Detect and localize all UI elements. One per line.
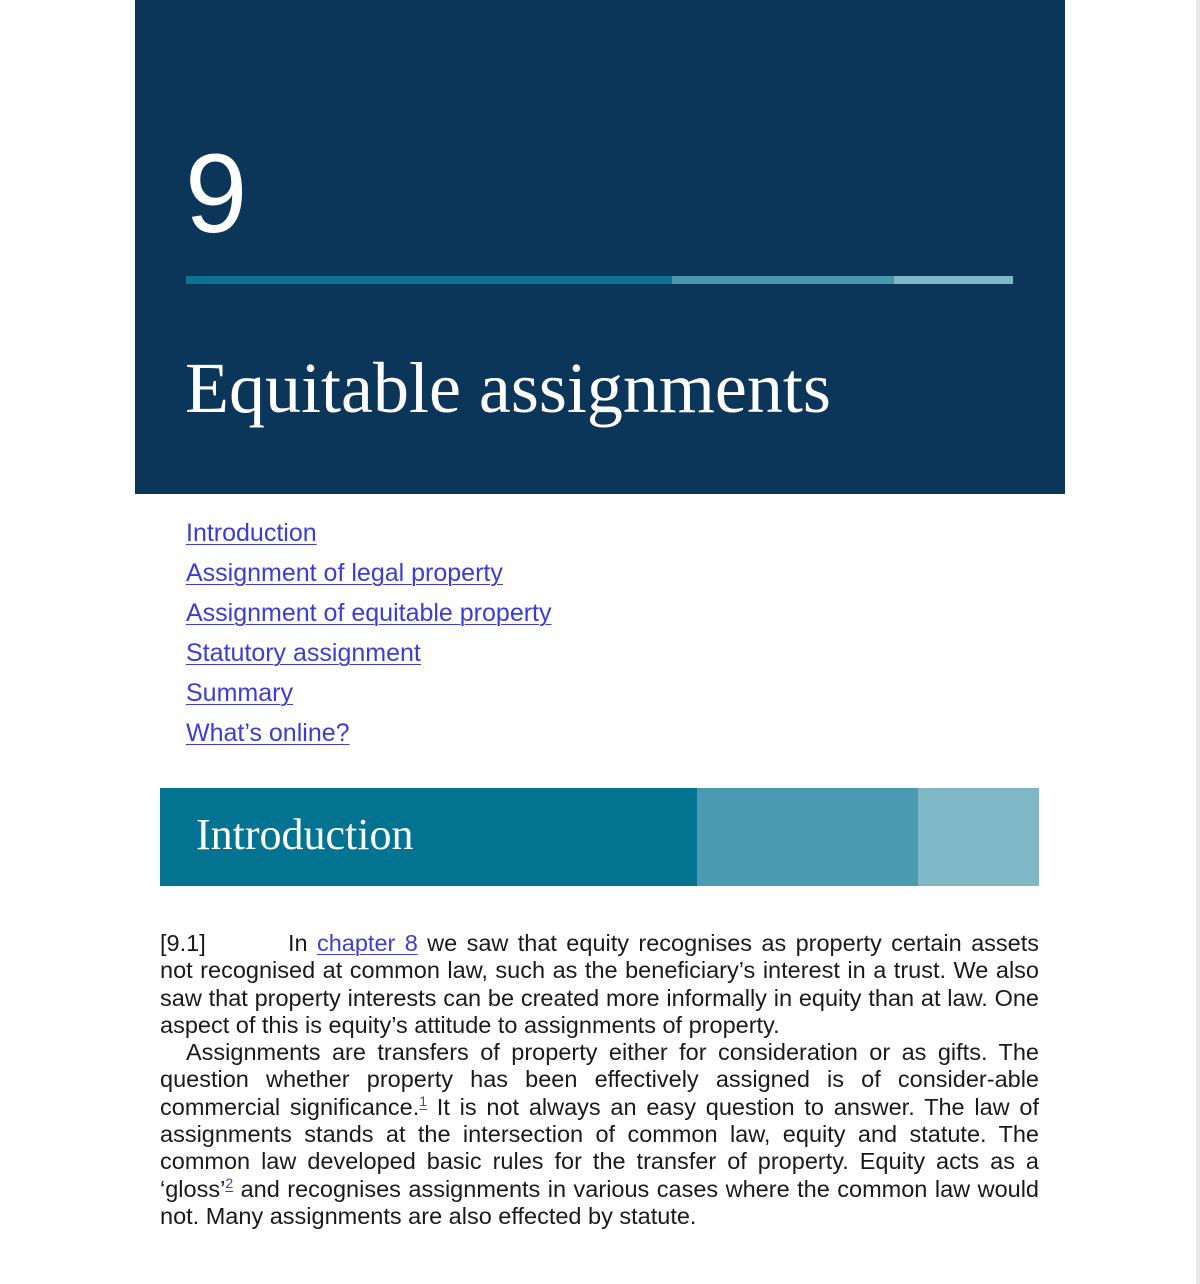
paragraph-1-text: we saw that equity recognises as property certain assets not recognised at common law, such as the beneficiary’s interest in a trust. We also saw that property interests can be created more informally in equity than at law. One aspect of this is equity’s attitude to assignments of property.: [160, 930, 1039, 1038]
section-band-light: [918, 788, 1039, 886]
toc-link-assignment-legal-property[interactable]: Assignment of legal property: [186, 559, 503, 587]
toc-link-statutory-assignment[interactable]: Statutory assignment: [186, 639, 421, 667]
toc-item-assignment-equitable-property: [186, 596, 552, 636]
toc-item-summary: [186, 676, 552, 716]
paragraph-1-lead: In: [288, 930, 317, 956]
chapter-rule-dark-segment: [186, 276, 672, 284]
toc-link-assignment-equitable-property[interactable]: Assignment of equitable property: [186, 599, 552, 627]
chapter-rule-mid-segment: [672, 276, 894, 284]
chapter-title: Equitable assignments: [185, 348, 831, 428]
section-band-mid: [697, 788, 918, 886]
footnote-1-link[interactable]: 1: [419, 1092, 428, 1109]
toc-link-whats-online[interactable]: What’s online?: [186, 719, 350, 747]
paragraph-2-text-3: and recognises assignments in various cases where the common law would not. Many assignments are also effected by statute.: [160, 1175, 1039, 1229]
toc-item-statutory-assignment: [186, 636, 552, 676]
table-of-contents: [186, 516, 552, 756]
body-text: [160, 930, 1039, 1230]
paragraph-number: [9.1]: [160, 930, 206, 956]
section-band-dark: [160, 788, 697, 886]
paragraph-2: [160, 1039, 1039, 1230]
paragraph-2-text-2: It is not always an easy question to answer. The law of assignments stands at the intersection of common law, equity and statute. The common law developed basic rules for the transfer of property. Equity acts as a ‘gloss’: [160, 1093, 1039, 1202]
toc-item-assignment-legal-property: [186, 556, 552, 596]
toc-item-introduction: [186, 516, 552, 556]
toc-link-introduction[interactable]: Introduction: [186, 519, 317, 547]
page-edge: [1196, 0, 1200, 1284]
section-heading-band: [160, 788, 1039, 886]
chapter-8-link[interactable]: chapter 8: [316, 930, 418, 956]
paragraph-2-text-1: Assignments are transfers of property either for consideration or as gifts. The question whether property has been effectively assigned is of consider-able commercial significance.: [160, 1039, 1039, 1120]
chapter-header: [135, 0, 1065, 494]
chapter-number: 9: [185, 131, 248, 256]
paragraph-9-1: [160, 930, 1039, 1039]
toc-link-summary[interactable]: Summary: [186, 679, 293, 707]
section-title: Introduction: [196, 810, 414, 859]
chapter-rule-light-segment: [894, 276, 1013, 284]
toc-item-whats-online: [186, 716, 552, 756]
footnote-2-link[interactable]: 2: [225, 1174, 234, 1191]
chapter-rule: [186, 276, 1013, 284]
